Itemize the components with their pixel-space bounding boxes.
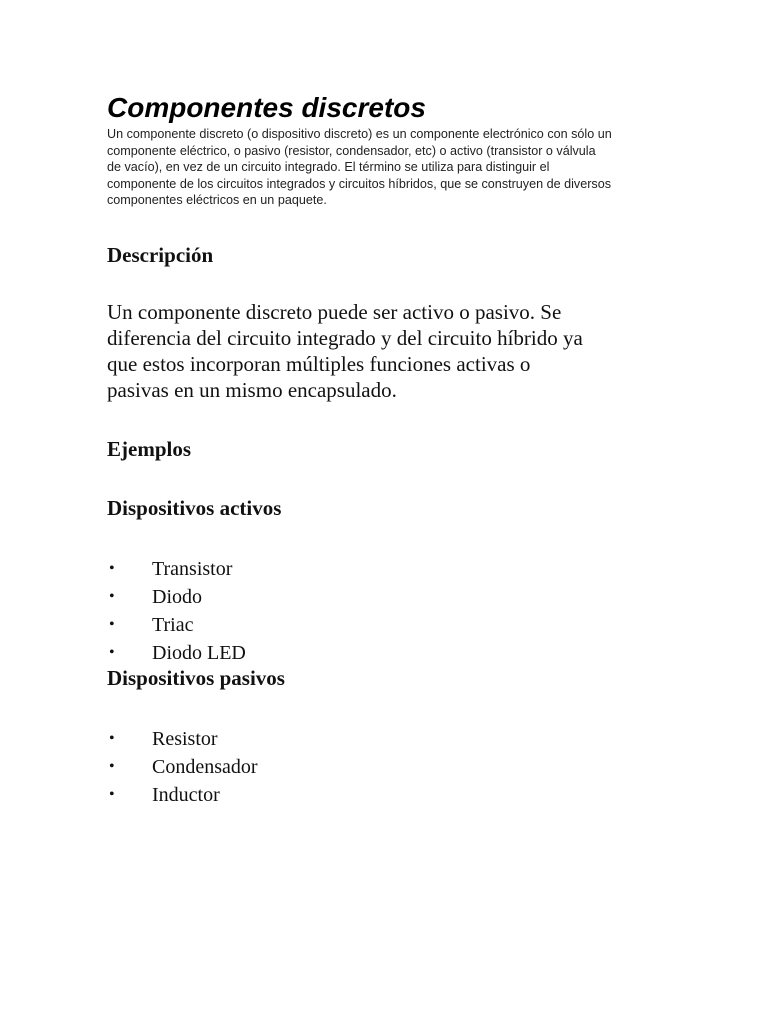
list-item-label: Triac [152, 614, 194, 636]
list-item-label: Transistor [152, 558, 233, 580]
bullet-icon: • [109, 560, 115, 577]
bullet-icon: • [109, 730, 115, 747]
list-item [107, 639, 246, 667]
bullet-icon: • [109, 644, 115, 661]
active-devices-heading: Dispositivos activos [107, 496, 282, 520]
bullet-icon: • [109, 588, 115, 605]
list-item-label: Condensador [152, 756, 258, 778]
intro-line: componente de los circuitos integrados y circuitos híbridos, que se construyen de diversos [107, 176, 612, 191]
list-item-label: Diodo LED [152, 642, 246, 664]
intro-paragraph [107, 126, 667, 209]
description-line: que estos incorporan múltiples funciones activas o [107, 352, 531, 376]
list-item-label: Resistor [152, 728, 218, 750]
passive-devices-heading: Dispositivos pasivos [107, 666, 285, 690]
intro-line: Un componente discreto (o dispositivo discreto) es un componente electrónico con sólo un [107, 127, 612, 141]
description-line: pasivas en un mismo encapsulado. [107, 378, 397, 402]
bullet-icon: • [109, 786, 115, 803]
list-item [107, 781, 258, 809]
list-item-label: Diodo [152, 586, 202, 608]
description-line: diferencia del circuito integrado y del circuito híbrido ya [107, 326, 583, 350]
bullet-icon: • [109, 758, 115, 775]
list-item [107, 611, 246, 639]
intro-line: componentes eléctricos en un paquete. [107, 193, 327, 208]
list-item [107, 583, 246, 611]
description-heading: Descripción [107, 243, 214, 267]
description-paragraph [107, 299, 583, 403]
list-item [107, 555, 246, 583]
list-item [107, 753, 258, 781]
list-item-label: Inductor [152, 784, 220, 806]
intro-line: componente eléctrico, o pasivo (resistor, condensador, etc) o activo (transistor o válvula [107, 143, 596, 158]
intro-line: de vacío), en vez de un circuito integrado. El término se utiliza para distinguir el [107, 160, 550, 175]
passive-devices-list [107, 725, 258, 809]
document-title: Componentes discretos [107, 92, 426, 123]
list-item [107, 725, 258, 753]
examples-heading: Ejemplos [107, 437, 191, 461]
description-line: Un componente discreto puede ser activo o pasivo. Se [107, 300, 562, 324]
active-devices-list [107, 555, 246, 667]
bullet-icon: • [109, 616, 115, 633]
